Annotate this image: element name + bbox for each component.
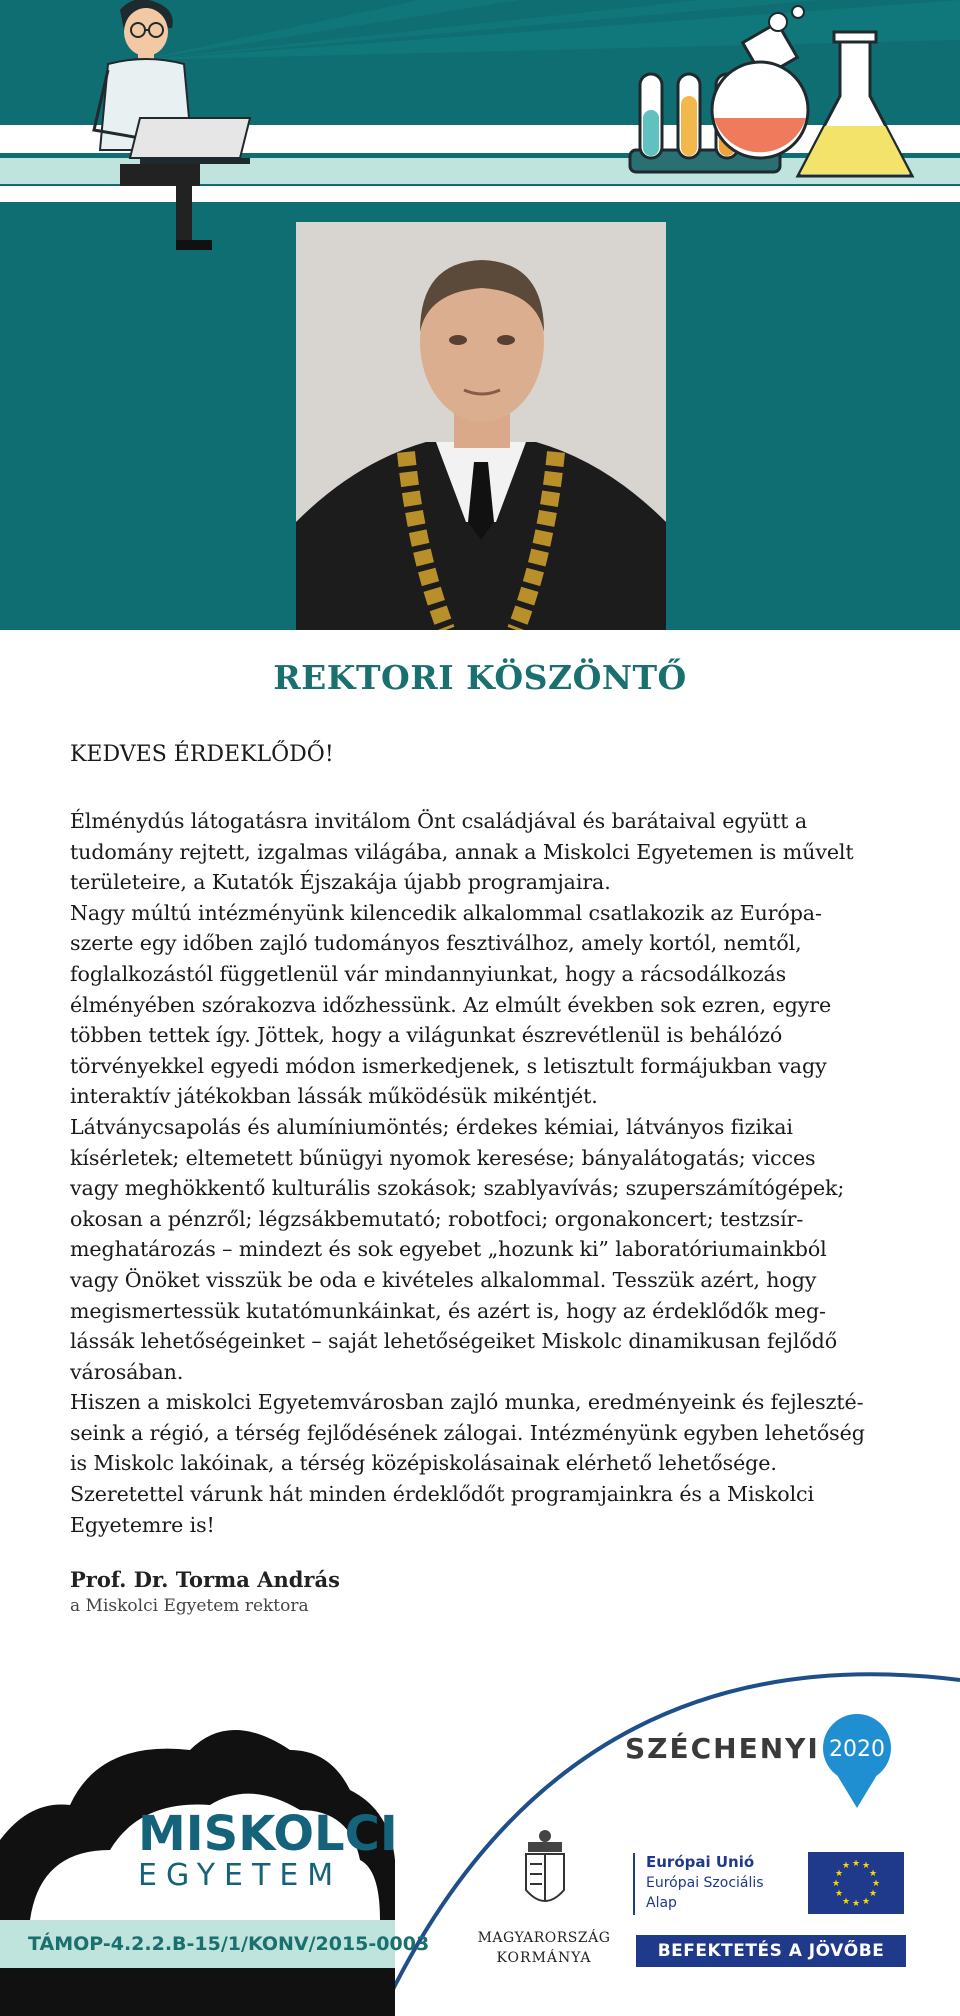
text-line: Szeretettel várunk hát minden érdeklődőt programjainkra és a Miskolci: [70, 1482, 814, 1507]
text-line: meghatározás – mindezt és sok egyebet „hozunk ki” laboratóriumainkból: [70, 1237, 827, 1262]
text-line: Látványcsapolás és alumíniumöntés; érdekes kémiai, látványos fizikai: [70, 1114, 793, 1139]
szechenyi-year: 2020: [829, 1737, 885, 1762]
text-line: foglalkozástól függetlenül vár mindannyiunkat, hogy a rácsodálkozás: [70, 961, 787, 986]
university-logo-bottom: EGYETEM: [138, 1858, 343, 1893]
government-line-2: KORMÁNYA: [496, 1950, 592, 1966]
signature-title: a Miskolci Egyetem rektora: [70, 1596, 309, 1616]
text-line: kísérletek; eltemetett bűnügyi nyomok keresése; bányalátogatás; vicces: [70, 1145, 816, 1170]
paragraph-3: [70, 1112, 900, 1387]
svg-text:★: ★: [834, 1869, 844, 1879]
text-line: okosan a pénzről; légzsákbemutató; robotfoci; orgonakoncert; testzsír-: [70, 1206, 804, 1231]
lab-flasks-icon: [620, 0, 920, 200]
svg-text:★: ★: [861, 1897, 871, 1907]
portrait-photo: [296, 222, 666, 630]
person-with-laptop-icon: [80, 0, 280, 260]
text-line: interaktív játékokban lássák működésük mikéntjét.: [70, 1084, 598, 1109]
project-code: TÁMOP-4.2.2.B-15/1/KONV/2015-0003: [28, 1933, 430, 1955]
text-line: megismertessük kutatómunkáinkat, és azért is, hogy az érdeklődők meg-: [70, 1298, 826, 1323]
text-line: városában.: [70, 1359, 184, 1384]
svg-text:★: ★: [831, 1879, 841, 1889]
svg-text:★: ★: [861, 1861, 871, 1871]
svg-text:★: ★: [871, 1879, 881, 1889]
text-line: szerte egy időben zajló tudományos fesztiválhoz, amely kortól, nemtől,: [70, 931, 802, 956]
government-line-1: MAGYARORSZÁG: [477, 1930, 611, 1946]
eu-line-3: Alap: [646, 1895, 677, 1911]
text-line: is Miskolc lakóinak, a térség középiskolásainak elérhető lehetősége.: [70, 1451, 777, 1476]
text-line: törvényekkel egyedi módon ismerkedjenek, s letisztult formájukban vagy: [70, 1053, 827, 1078]
text-line: Élménydús látogatásra invitálom Önt családjával és barátaival együtt a: [70, 809, 808, 833]
text-line: tudomány rejtett, izgalmas világába, annak a Miskolci Egyetemen is művelt: [70, 839, 854, 864]
text-line: vagy Önöket visszük be oda e kivételes alkalommal. Tesszük azért, hogy: [70, 1267, 817, 1292]
text-line: Egyetemre is!: [70, 1512, 215, 1537]
text-line: élményében szórakozva időzhessünk. Az elmúlt években sok ezren, egyre: [70, 992, 832, 1017]
invest-banner-text: BEFEKTETÉS A JÖVŐBE: [657, 1941, 885, 1961]
svg-text:★: ★: [851, 1859, 861, 1869]
paragraph-2: [70, 898, 900, 1112]
text-line: vagy meghökkentő kulturális szokások; szablyavívás; szuperszámítógépek;: [70, 1176, 845, 1201]
paragraph-4: [70, 1387, 900, 1540]
eu-line-2: Európai Szociális: [646, 1875, 764, 1891]
salutation: KEDVES ÉRDEKLŐDŐ!: [70, 742, 334, 767]
svg-text:★: ★: [841, 1897, 851, 1907]
szechenyi-pin-icon: [823, 1714, 891, 1808]
svg-text:★: ★: [868, 1889, 878, 1899]
text-line: többen tettek így. Jöttek, hogy a világunkat észrevétlenül is behálózó: [70, 1023, 783, 1048]
svg-text:★: ★: [851, 1899, 861, 1909]
svg-text:★: ★: [868, 1869, 878, 1879]
szechenyi-label: SZÉCHENYI: [625, 1732, 820, 1765]
text-line: területeire, a Kutatók Éjszakája újabb programjaira.: [70, 870, 611, 895]
page-title: REKTORI KÖSZÖNTŐ: [273, 658, 687, 697]
eu-line-1: Európai Unió: [646, 1853, 755, 1871]
svg-text:★: ★: [841, 1861, 851, 1871]
signature-name: Prof. Dr. Torma András: [70, 1567, 340, 1592]
eu-separator: [633, 1853, 635, 1915]
svg-text:★: ★: [834, 1889, 844, 1899]
text-line: lássák lehetőségeinket – saját lehetőségeiket Miskolc dinamikusan fejlődő: [70, 1329, 838, 1354]
letter-body: [70, 806, 900, 1540]
eu-flag-icon: [808, 1852, 904, 1914]
paragraph-1: [70, 806, 900, 898]
header-banner: [0, 0, 960, 630]
text-line: Nagy múltú intézményünk kilencedik alkalommal csatlakozik az Európa-: [70, 900, 822, 925]
text-line: seink a régió, a térség fejlődésének zálogai. Intézményünk egyben lehetőség: [70, 1420, 865, 1445]
text-line: Hiszen a miskolci Egyetemvárosban zajló munka, eredményeink és fejleszté-: [70, 1390, 864, 1415]
coat-of-arms-icon: [526, 1830, 564, 1901]
university-logo-top: MISKOLCI: [138, 1806, 398, 1862]
rector-portrait-image: [296, 222, 666, 630]
